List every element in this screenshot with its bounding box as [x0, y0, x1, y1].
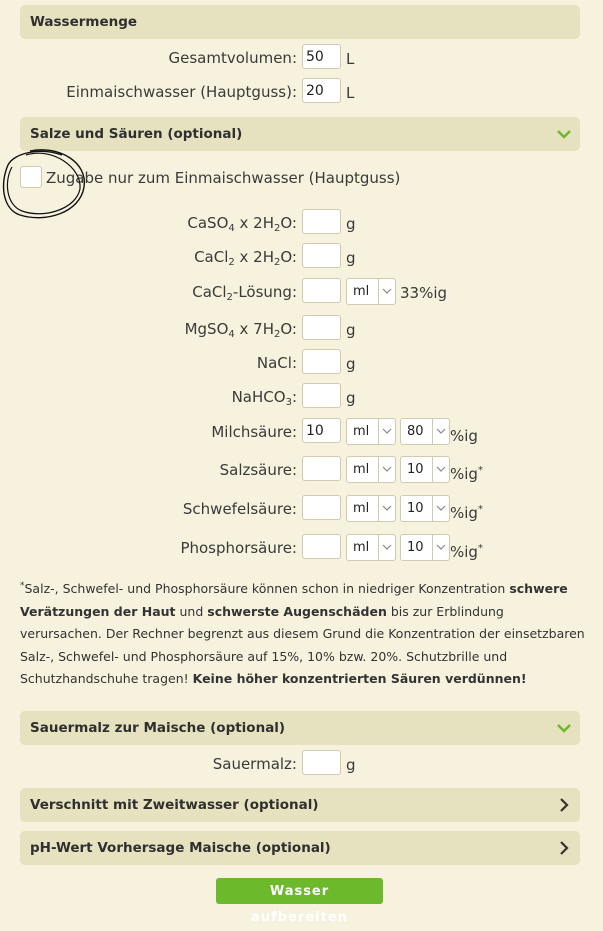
phosphorsaeure-row — [0, 534, 603, 562]
chevron-right-icon — [556, 840, 572, 856]
section-verschnitt-header[interactable] — [20, 788, 580, 822]
einmaischwasser-label: Einmaischwasser (Hauptguss): — [66, 83, 297, 101]
nahco3-label: NaHCO$_3$: — [231, 388, 297, 408]
sauermalz-label: Sauermalz: — [212, 755, 297, 773]
phosphorsaeure-suffix: %ig* — [450, 543, 483, 561]
cacl2-solution-row — [0, 278, 603, 306]
select-value: ml — [353, 501, 370, 516]
select-value: ml — [353, 540, 370, 555]
milchsaeure-label: Milchsäure: — [211, 423, 297, 441]
einmaischwasser-only-checkbox[interactable] — [20, 166, 42, 188]
milchsaeure-input[interactable] — [302, 418, 341, 443]
cacl2-solution-unit-select[interactable] — [346, 278, 396, 305]
sauermalz-unit: g — [346, 756, 356, 774]
sauermalz-input[interactable] — [302, 750, 341, 775]
section-salze-header[interactable] — [20, 117, 580, 151]
schwefelsaeure-input[interactable] — [302, 495, 341, 520]
einmaischwasser-only-label: Zugabe nur zum Einmaischwasser (Hauptguss) — [46, 169, 401, 187]
schwefelsaeure-suffix: %ig* — [450, 504, 483, 522]
select-value: ml — [353, 424, 370, 439]
nahco3-unit: g — [346, 389, 356, 407]
section-title: Salze und Säuren (optional) — [30, 126, 243, 142]
section-title: pH-Wert Vorhersage Maische (optional) — [30, 840, 331, 856]
chevron-down-icon — [382, 288, 392, 295]
chevron-down-icon — [382, 466, 392, 473]
einmaischwasser-input[interactable] — [302, 78, 341, 103]
nacl-row — [0, 349, 603, 377]
mgso4-row — [0, 315, 603, 343]
phosphorsaeure-concentration-select[interactable] — [400, 534, 450, 561]
chevron-right-icon — [556, 797, 572, 813]
caso4-input[interactable] — [302, 209, 341, 234]
select-value: 10 — [407, 462, 424, 477]
cacl2-solution-concentration: 33%ig — [400, 284, 448, 302]
mgso4-unit: g — [346, 321, 356, 339]
phosphorsaeure-label: Phosphorsäure: — [180, 539, 297, 557]
einmaischwasser-unit: L — [346, 84, 355, 102]
caso4-row — [0, 209, 603, 237]
section-title: Wassermenge — [30, 14, 138, 30]
chevron-down-icon — [556, 720, 572, 736]
schwefelsaeure-label: Schwefelsäure: — [182, 500, 297, 518]
select-value: ml — [353, 462, 370, 477]
milchsaeure-row — [0, 418, 603, 446]
chevron-down-icon — [436, 544, 446, 551]
caso4-unit: g — [346, 215, 356, 233]
chevron-down-icon — [436, 505, 446, 512]
section-ph-header[interactable] — [20, 831, 580, 865]
cacl2-unit: g — [346, 249, 356, 267]
nacl-unit: g — [346, 355, 356, 373]
salzsaeure-input[interactable] — [302, 456, 341, 481]
einmaischwasser-row — [0, 78, 603, 106]
select-value: 10 — [407, 540, 424, 555]
nacl-input[interactable] — [302, 349, 341, 374]
mgso4-label: MgSO$_4$ x $7H_2O$: — [184, 320, 297, 340]
section-wassermenge-header[interactable] — [20, 5, 580, 39]
chevron-down-icon — [556, 126, 572, 142]
schwefelsaeure-concentration-select[interactable] — [400, 495, 450, 522]
cacl2-input[interactable] — [302, 243, 341, 268]
select-value: ml — [353, 284, 370, 299]
phosphorsaeure-input[interactable] — [302, 534, 341, 559]
caso4-label: CaSO$_4$ x $2H_2O$: — [187, 214, 297, 234]
milchsaeure-concentration-select[interactable] — [400, 418, 450, 445]
sauermalz-row — [0, 750, 603, 778]
section-title: Verschnitt mit Zweitwasser (optional) — [30, 797, 319, 813]
section-sauermalz-header[interactable] — [20, 711, 580, 745]
salzsaeure-suffix: %ig* — [450, 465, 483, 483]
cacl2-solution-input[interactable] — [302, 278, 341, 303]
gesamtvolumen-label: Gesamtvolumen: — [168, 49, 297, 67]
wasser-aufbereiten-button[interactable]: Wasser aufbereiten — [216, 878, 383, 904]
section-title: Sauermalz zur Maische (optional) — [30, 720, 286, 736]
chevron-down-icon — [382, 505, 392, 512]
salzsaeure-row — [0, 456, 603, 484]
gesamtvolumen-unit: L — [346, 50, 355, 68]
chevron-down-icon — [382, 544, 392, 551]
milchsaeure-suffix: %ig — [450, 427, 478, 445]
cacl2-label: CaCl$_2$ x $2H_2O$: — [194, 248, 297, 268]
nacl-label: NaCl: — [256, 354, 297, 372]
chevron-down-icon — [436, 428, 446, 435]
nahco3-row — [0, 383, 603, 411]
gesamtvolumen-input[interactable] — [302, 44, 341, 69]
schwefelsaeure-row — [0, 495, 603, 523]
cacl2-row — [0, 243, 603, 271]
milchsaeure-unit-select[interactable] — [346, 418, 396, 445]
schwefelsaeure-unit-select[interactable] — [346, 495, 396, 522]
phosphorsaeure-unit-select[interactable] — [346, 534, 396, 561]
acid-warning-note: *Salz-, Schwefel- und Phosphorsäure können schon in niedriger Konzentration schwere Verätzungen der Haut und schwerste Augenschäden bis zur Erblindung verursachen. Der Rechner begrenzt aus diesem Grund die Konzentration der einsetzbaren Salz-, Schwefel- und Phosphorsäure auf 15%, 10% bzw. 20%. Schutzbrille und Schutzhandschuhe tragen! Keine höher konzentrierten Säuren verdünnen! — [20, 581, 585, 687]
cacl2-solution-label: CaCl$_2$-Lösung: — [192, 283, 297, 303]
select-value: 80 — [407, 424, 424, 439]
select-value: 10 — [407, 501, 424, 516]
salzsaeure-concentration-select[interactable] — [400, 456, 450, 483]
mgso4-input[interactable] — [302, 315, 341, 340]
nahco3-input[interactable] — [302, 383, 341, 408]
salzsaeure-unit-select[interactable] — [346, 456, 396, 483]
chevron-down-icon — [382, 428, 392, 435]
salzsaeure-label: Salzsäure: — [219, 461, 297, 479]
chevron-down-icon — [436, 466, 446, 473]
gesamtvolumen-row — [0, 44, 603, 72]
